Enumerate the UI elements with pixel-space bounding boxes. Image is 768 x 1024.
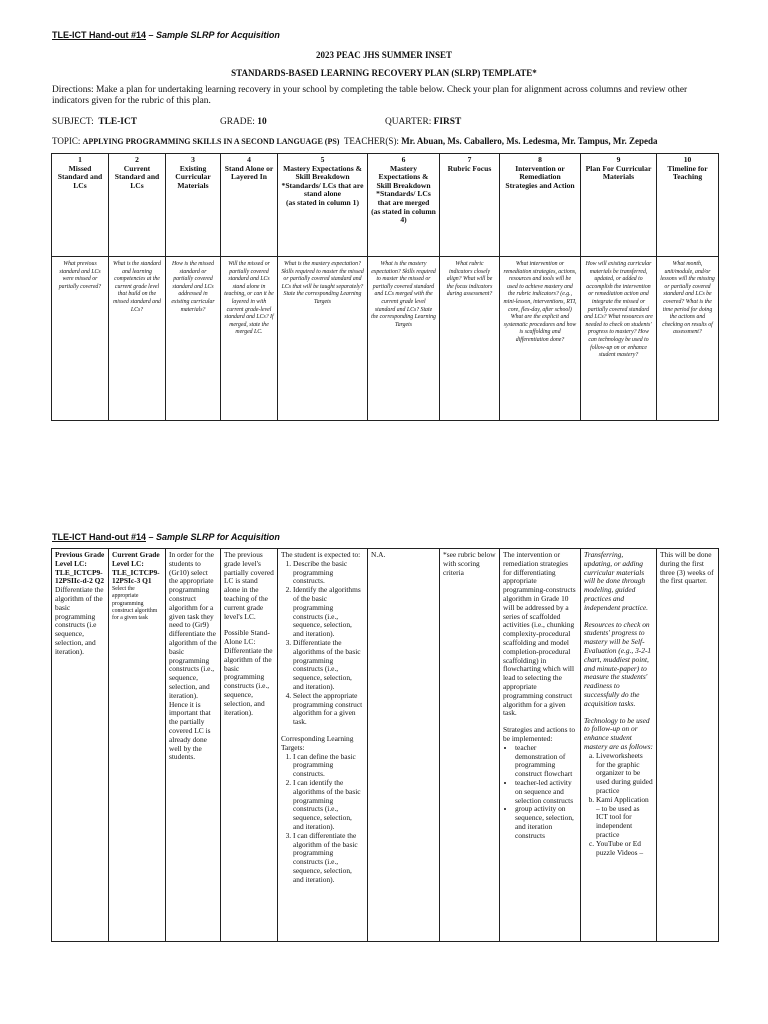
learning-targets-intro: Corresponding Learning Targets: — [281, 733, 354, 752]
list-item: 1. I can define the basic programming constructs. — [293, 753, 364, 779]
header-cell: 3 Existing Curricular Materials — [166, 154, 221, 257]
intervention-text: The intervention or remediation strategies for differentiating appropriate programming-constructs algorithm in Grade 10 will be addressed by a series of scaffolded activities (i.e., chunking complexity-procedural scaffolding and model completion-procedural scaffolding) in flowcharting which will lead to selecting the appropriate programming construct algorithm for a given task. — [503, 550, 576, 718]
list-item: 2. Identify the algorithms of the basic programming constructs (i.e., sequence, selection, and iteration). — [293, 586, 364, 639]
header-cell: 7 Rubric Focus — [440, 154, 500, 257]
subject-label: SUBJECT: — [52, 117, 94, 127]
current-lc-code: Current Grade Level LC: TLE_ICTCP9-12PSIc-3 Q1 — [112, 550, 160, 586]
subject-line — [52, 117, 137, 127]
list-item: 3. Differentiate the algorithms of the basic programming constructs (i.e., sequence, selection, and iteration). — [293, 639, 364, 692]
topic-line — [52, 136, 658, 146]
cell-timeline: This will be done during the first three (3) weeks of the first quarter. — [657, 549, 719, 942]
slrp-template-table — [51, 153, 719, 421]
grade-line — [220, 117, 267, 127]
prompt-row — [52, 257, 719, 421]
header-cell: 4 Stand Alone or Layered In — [221, 154, 278, 257]
mastery-intro: The student is expected to: — [281, 550, 361, 559]
list-item: 4. Select the appropriate programming construct algorithm for a given task. — [293, 692, 364, 727]
prompt-cell: What is the mastery expectation? Skills required to master the missed or partially covered standard and LCs merged with the current grade level standard and LCs? State the corresponding Learning Targets — [368, 257, 440, 421]
handout-heading-2 — [52, 532, 280, 542]
prompt-cell: How will existing curricular materials be transferred, updated, or added to accomplish the intervention or remediation action and integrate the missed or partially covered standard and LCs? What resources are needed to check on students' progress to mastery? How can technology be used to follow-up on or enhance student mastery? — [581, 257, 657, 421]
cell-missed-lc — [52, 549, 109, 942]
cell-current-lc — [109, 549, 166, 942]
curricular-plan-text: Transferring, updating, or adding curricular materials will be done through modeling, guided practices and independent practice. — [584, 550, 649, 612]
grade-value: 10 — [257, 117, 267, 127]
grade-label: GRADE: — [220, 117, 255, 127]
directions-text: Directions: Make a plan for undertaking learning recovery in your school by completing the table below. Check your plan for alignment across columns and review other indicators given for the rubric of this plan. — [52, 85, 688, 106]
template-title: STANDARDS-BASED LEARNING RECOVERY PLAN (SLRP) TEMPLATE* — [231, 68, 537, 78]
quarter-label: QUARTER: — [385, 117, 432, 127]
list-item: c. YouTube or Ed puzzle Videos – — [596, 840, 653, 858]
prompt-cell: What is the standard and learning competencies at the current grade level that build on the missed standard and LCs? — [109, 257, 166, 421]
header-cell: 8 Intervention or Remediation Strategies and Action — [500, 154, 581, 257]
learning-targets-list — [281, 753, 364, 885]
cell-rubric-focus: *see rubric below with scoring criteria — [440, 549, 500, 942]
handout-heading — [52, 30, 280, 40]
cell-stand-alone — [221, 549, 278, 942]
subject-value: TLE-ICT — [98, 117, 137, 127]
topic-value: APPLYING PROGRAMMING SKILLS IN A SECOND LANGUAGE (PS) — [82, 137, 340, 146]
header-cell: 10 Timeline for Teaching — [657, 154, 719, 257]
prompt-cell: What intervention or remediation strategies, actions, resources and tools will be used to achieve mastery and the rubric indicators? (e.g., mini-lesson, interventions, RTI, core, flex-day, after school) What are the explicit and systematic procedures and how is scaffolding and differentiation done? — [500, 257, 581, 421]
header-cell: 5 Mastery Expectations & Skill Breakdown *Standards/ LCs that are stand alone (as stated in column 1) — [278, 154, 368, 257]
list-item: • group activity on sequence, selection, and iteration constructs — [515, 805, 577, 840]
list-item: • teacher-led activity on sequence and selection constructs — [515, 779, 577, 805]
header-row — [52, 154, 719, 257]
topic-label: TOPIC: — [52, 136, 81, 146]
cell-curricular-materials: In order for the students to (Gr10) select the appropriate programming construct algorithm for a given task they need to (Gr9) differentiate the algorithm of the basic programming constructs (i.e., sequence, selection, and iteration). Hence it is important that the partially covered LC is already done well by the students. — [166, 549, 221, 942]
list-item: • teacher demonstration of programming construct flowchart — [515, 744, 577, 779]
missed-lc-code: Previous Grade Level LC: TLE_ICTCP9-12PSIIc-d-2 Q2 — [55, 550, 105, 586]
header-cell: 9 Plan For Curricular Materials — [581, 154, 657, 257]
missed-lc-text: Differentiate the algorithm of the basic programming constructs (i.e sequence, selection, and iteration). — [55, 585, 104, 656]
prompt-cell: What is the mastery expectation? Skills required to master the missed or partially covered standard and LCs that will be taught separately? State the corresponding Learning Targets — [278, 257, 368, 421]
header-cell: 1 Missed Standard and LCs — [52, 154, 109, 257]
current-lc-text: Select the appropriate programming construct algorithm for a given task — [112, 586, 158, 621]
handout-title: – Sample SLRP for Acquisition — [146, 532, 280, 542]
page-one — [0, 0, 768, 490]
stand-alone-lc: Possible Stand-Alone LC: Differentiate the algorithm of the basic programming constructs (i.e., sequence, selection, and iteration). — [224, 628, 273, 717]
strategies-list — [503, 744, 577, 841]
event-title: 2023 PEAC JHS SUMMER INSET — [315, 50, 452, 60]
cell-merged-expectations: N.A. — [368, 549, 440, 942]
handout-title: – Sample SLRP for Acquisition — [146, 30, 280, 40]
list-item: 2. I can identify the algorithms of the basic programming constructs (i.e., sequence, selection, and iteration). — [293, 779, 364, 832]
list-item: a. Liveworksheets for the graphic organizer to be used during guided practice — [596, 752, 653, 796]
teacher-label: TEACHER(S): — [343, 136, 399, 146]
strategies-intro: Strategies and actions to be implemented: — [503, 725, 576, 743]
handout-label: TLE-ICT Hand-out #14 — [52, 30, 146, 40]
stand-alone-text: The previous grade level's partially covered LC is stand alone in the teaching of the current grade level's LC. — [224, 550, 274, 621]
prompt-cell: What rubric indicators closely align? What will be the focus indicators during assessment? — [440, 257, 500, 421]
cell-mastery-expectations — [278, 549, 368, 942]
cell-curricular-plan — [581, 549, 657, 942]
technology-intro: Technology to be used to follow-up on or enhance student mastery are as follows: — [584, 715, 653, 751]
slrp-sample-table — [51, 548, 719, 942]
progress-resources: Resources to check on students' progress to mastery will be Self-Evaluation (e.g., 3-2-1 chart, muddiest point, and minute-paper) to measure the students' readiness to successfully do the acquisition tasks. — [584, 619, 652, 708]
list-item: b. Kami Application – to be used as ICT tool for independent practice — [596, 796, 653, 840]
sample-row — [52, 549, 719, 942]
mastery-list — [281, 560, 364, 727]
cell-intervention — [500, 549, 581, 942]
quarter-value: FIRST — [433, 117, 462, 127]
prompt-cell: Will the missed or partially covered standard and LCs stand alone in teaching, or can it be layered in with current grade-level standard and LCs? If merged, state the merged LC. — [221, 257, 278, 421]
prompt-cell: What month, unit/module, and/or lessons will the missing or partially covered standard and LCs be covered? What is the time period for doing the actions and checking on results of assessment? — [657, 257, 719, 421]
technology-list — [584, 752, 653, 858]
list-item: 3. I can differentiate the algorithm of the basic programming constructs (i.e., sequence, selection, and iteration). — [293, 832, 364, 885]
quarter-line — [385, 117, 461, 127]
teacher-value: Mr. Abuan, Ms. Caballero, Ms. Ledesma, Mr. Tampus, Mr. Zepeda — [401, 136, 658, 146]
handout-label: TLE-ICT Hand-out #14 — [52, 532, 146, 542]
list-item: 1. Describe the basic programming constructs. — [293, 560, 364, 586]
header-cell: 6 Mastery Expectations & Skill Breakdown *Standards/ LCs that are merged (as stated in column 4) — [368, 154, 440, 257]
prompt-cell: What previous standard and LCs were missed or partially covered? — [52, 257, 109, 421]
prompt-cell: How is the missed standard or partially covered standard and LCs addressed in existing curricular materials? — [166, 257, 221, 421]
header-cell: 2 Current Standard and LCs — [109, 154, 166, 257]
